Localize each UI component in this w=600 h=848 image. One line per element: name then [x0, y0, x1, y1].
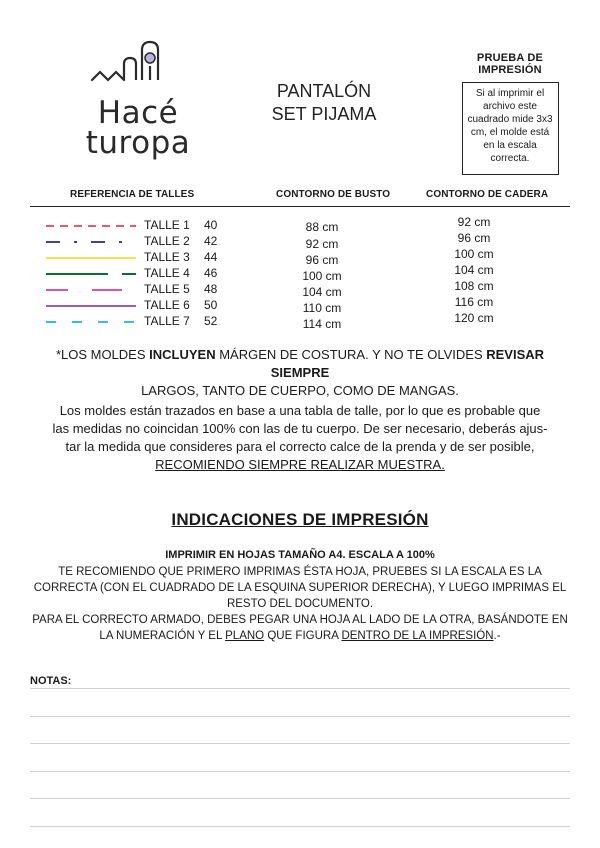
size-line-swatch: [46, 305, 136, 307]
size-note: [30, 402, 570, 474]
size-hip: 116 cm: [454, 295, 494, 309]
size-note-line-2: las medidas no coincidan 100% con las de tu cuerpo. De ser necesario, deberás ajus-: [52, 421, 548, 436]
p2-plano: PLANO: [225, 630, 265, 642]
size-line-swatch: [46, 273, 136, 275]
size-hip: 104 cm: [454, 263, 494, 277]
size-hip: 92 cm: [457, 215, 491, 229]
size-line-swatch: [46, 241, 136, 243]
seam-note-part-1: *LOS MOLDES: [55, 347, 150, 362]
size-name: TALLE 2: [144, 234, 190, 248]
print-instructions-paragraph-2: [28, 612, 572, 644]
size-number: 52: [204, 314, 218, 328]
logo-mark-icon: [90, 40, 190, 102]
size-hip: 120 cm: [454, 311, 494, 325]
print-instructions-body: [28, 564, 572, 644]
size-row: [0, 263, 600, 283]
header-bust: CONTORNO DE BUSTO: [276, 189, 391, 200]
size-name: TALLE 6: [144, 298, 190, 312]
size-name: TALLE 4: [144, 266, 190, 280]
logo-line-2: turopa: [85, 125, 191, 161]
notes-line[interactable]: [30, 798, 570, 799]
brand-logo: [76, 40, 200, 164]
size-row: [0, 247, 600, 267]
title-line-1: PANTALÓN: [276, 81, 372, 101]
size-name: TALLE 5: [144, 282, 190, 296]
size-name: TALLE 1: [144, 218, 190, 232]
print-instructions-title: INDICACIONES DE IMPRESIÓN: [171, 510, 429, 529]
size-row: [0, 311, 600, 331]
size-row: [0, 231, 600, 251]
print-test-title: PRUEBA DE IMPRESIÓN: [476, 52, 544, 76]
seam-note-bold-1: INCLUYEN: [149, 347, 216, 362]
size-number: 40: [204, 218, 218, 232]
print-instructions-subtitle: IMPRIMIR EN HOJAS TAMAÑO A4. ESCALA A 100%: [165, 549, 435, 561]
size-number: 44: [204, 250, 218, 264]
size-bust: 110 cm: [302, 301, 342, 315]
notes-line[interactable]: [30, 826, 570, 827]
size-name: TALLE 3: [144, 250, 190, 264]
title-line-2: SET PIJAMA: [271, 104, 377, 124]
size-row: [0, 215, 600, 234]
seam-note-bold-2: REVISAR SIEMPRE: [270, 347, 545, 380]
seam-note-part-3: LARGOS, TANTO DE CUERPO, COMO DE MANGAS.: [141, 383, 459, 398]
header-hip: CONTORNO DE CADERA: [426, 189, 549, 200]
notes-line[interactable]: [30, 716, 570, 717]
size-line-swatch: [46, 225, 136, 227]
p2-part-1: PARA EL CORRECTO ARMADO, DEBES PEGAR UNA HOJA AL LADO DE LA OTRA, BASÁNDOTE EN LA NUMERACIÓN Y EL: [32, 614, 568, 642]
size-note-line-3: tar la medida que consideres para el correcto calce de la prenda y de ser posible,: [65, 439, 535, 454]
header-divider: [30, 206, 570, 207]
p2-part-2: QUE FIGURA: [264, 630, 342, 642]
size-number: 50: [204, 298, 218, 312]
size-bust: 96 cm: [305, 253, 339, 267]
notes-label: NOTAS:: [30, 675, 72, 687]
p2-part-3: .-: [493, 630, 501, 642]
size-name: TALLE 7: [144, 314, 190, 328]
print-test: [448, 52, 572, 175]
size-bust: 114 cm: [302, 317, 342, 331]
size-row: [0, 279, 600, 299]
size-line-swatch: [46, 321, 136, 323]
size-line-swatch: [46, 289, 136, 291]
seam-allowance-note: [30, 346, 570, 400]
notes-line[interactable]: [30, 743, 570, 744]
print-test-square: Si al imprimir el archivo este cuadrado mide 3x3 cm, el molde está en la escala correcta.: [462, 82, 559, 175]
document-title: [240, 80, 408, 126]
logo-line-1: Hacé: [97, 95, 179, 131]
print-instructions-paragraph-1: TE RECOMIENDO QUE PRIMERO IMPRIMAS ÉSTA HOJA, PRUEBES SI LA ESCALA ES LA CORRECTA (CON EL CUADRADO DE LA ESQUINA SUPERIOR DERECHA), Y LUEGO IMPRIMAS EL RESTO DEL DOCUMENTO.: [33, 566, 567, 610]
size-hip: 100 cm: [454, 247, 494, 261]
notes-line[interactable]: [30, 688, 570, 689]
size-hip: 108 cm: [454, 279, 494, 293]
p2-inside-print: DENTRO DE LA IMPRESIÓN: [341, 630, 494, 642]
size-bust: 92 cm: [305, 237, 339, 251]
size-number: 48: [204, 282, 218, 296]
size-line-swatch: [46, 257, 136, 259]
notes-line[interactable]: [30, 771, 570, 772]
size-bust: 100 cm: [302, 269, 342, 283]
size-row: [0, 295, 600, 315]
size-hip: 96 cm: [457, 231, 491, 245]
logo-wordmark: [76, 95, 200, 161]
header-reference: REFERENCIA DE TALLES: [70, 189, 195, 200]
size-note-recommendation: RECOMIENDO SIEMPRE REALIZAR MUESTRA.: [155, 457, 445, 472]
size-bust: 88 cm: [305, 220, 339, 234]
size-number: 46: [204, 266, 218, 280]
size-bust: 104 cm: [302, 285, 342, 299]
size-note-line-1: Los moldes están trazados en base a una tabla de talle, por lo que es probable que: [59, 403, 541, 418]
size-number: 42: [204, 234, 218, 248]
seam-note-part-2: MÁRGEN DE COSTURA. Y NO TE OLVIDES: [215, 347, 487, 362]
